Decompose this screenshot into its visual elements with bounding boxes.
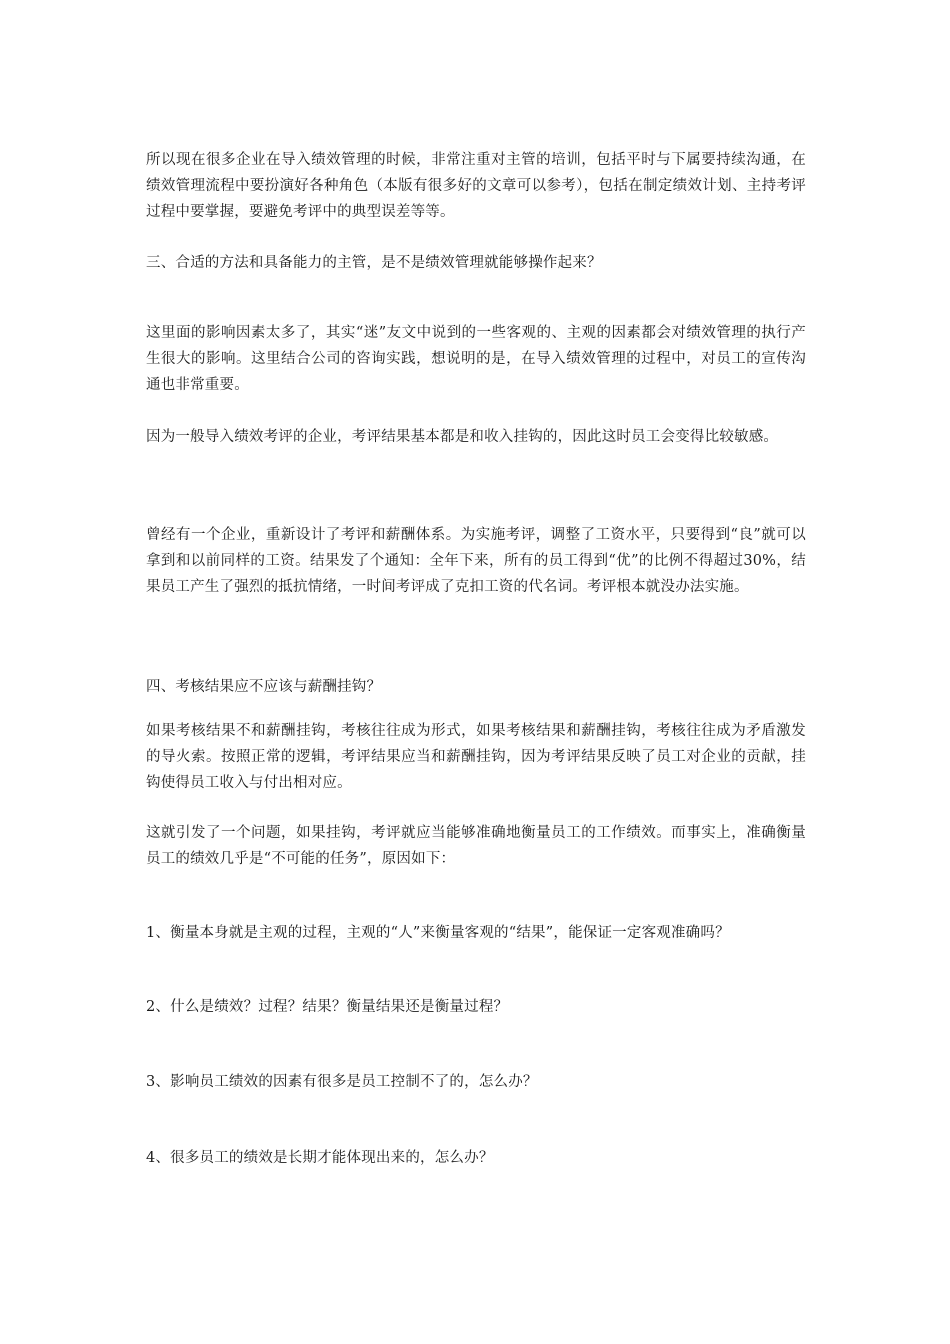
list-item-1: 1、衡量本身就是主观的过程，主观的“人”来衡量客观的“结果”，能保证一定客观准确吗？ <box>146 925 730 941</box>
paragraph-influencing-factors: 这里面的影响因素太多了，其实“迷”友文中说到的一些客观的、主观的因素都会对绩效管理的执行产生很大的影响。这里结合公司的咨询实践，想说明的是，在导入绩效管理的过程中，对员工的宣传沟通也非常重要。 <box>146 325 806 393</box>
paragraph-case-example: 曾经有一个企业，重新设计了考评和薪酬体系。为实施考评，调整了工资水平，只要得到“良”就可以拿到和以前同样的工资。结果发了个通知：全年下来，所有的员工得到“优”的比例不得超过30%，结果员工产生了强烈的抵抗情绪，一时间考评成了克扣工资的代名词。考评根本就没办法实施。 <box>146 527 806 595</box>
list-item-2: 2、什么是绩效？过程？结果？衡量结果还是衡量过程？ <box>146 999 509 1015</box>
list-item-3: 3、影响员工绩效的因素有很多是员工控制不了的，怎么办？ <box>146 1074 538 1090</box>
heading-section-four: 四、考核结果应不应该与薪酬挂钩？ <box>146 679 382 695</box>
paragraph-impossible-task: 这就引发了一个问题，如果挂钩，考评就应当能够准确地衡量员工的工作绩效。而事实上，准确衡量员工的绩效几乎是“不可能的任务”，原因如下： <box>146 825 806 867</box>
paragraph-supervisor-training: 所以现在很多企业在导入绩效管理的时候，非常注重对主管的培训，包括平时与下属要持续沟通，在绩效管理流程中要扮演好各种角色（本版有很多好的文章可以参考），包括在制定绩效计划、主持考评过程中要掌握，要避免考评中的典型误差等等。 <box>146 152 806 220</box>
list-item-4: 4、很多员工的绩效是长期才能体现出来的，怎么办？ <box>146 1150 494 1166</box>
heading-section-three: 三、合适的方法和具备能力的主管，是不是绩效管理就能够操作起来？ <box>146 255 602 271</box>
paragraph-employee-sensitivity: 因为一般导入绩效考评的企业，考评结果基本都是和收入挂钩的，因此这时员工会变得比较敏感。 <box>146 429 779 445</box>
paragraph-pay-linkage: 如果考核结果不和薪酬挂钩，考核往往成为形式，如果考核结果和薪酬挂钩，考核往往成为矛盾激发的导火索。按照正常的逻辑，考评结果应当和薪酬挂钩，因为考评结果反映了员工对企业的贡献，挂钩使得员工收入与付出相对应。 <box>146 723 806 791</box>
